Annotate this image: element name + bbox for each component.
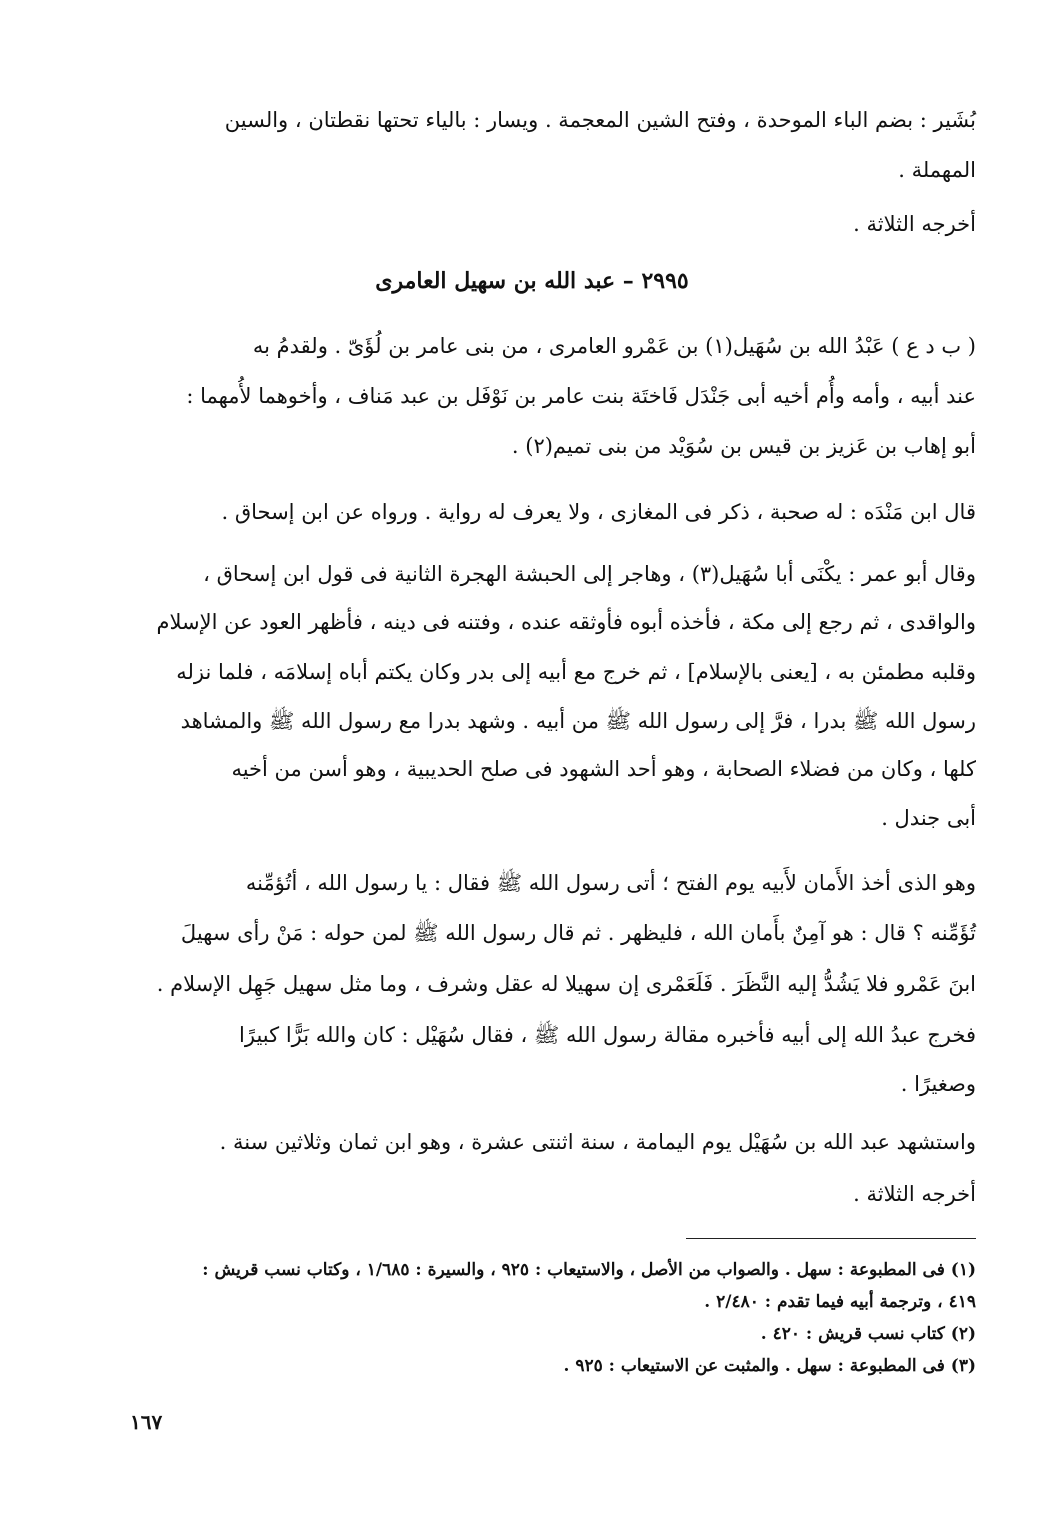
entry-heading: ٢٩٩٥ – عبد الله بن سهيل العامرى	[375, 268, 689, 294]
footnote-line: (٣) فى المطبوعة : سهل . والمثبت عن الاستيعاب : ٩٢٥ .	[563, 1356, 976, 1376]
text-line: وهو الذى أخذ الأَمان لأَبيه يوم الفتح ؛ أتى رسول الله ﷺ فقال : يا رسول الله ، أتُؤمِّنه	[245, 871, 976, 895]
text-line: وقلبه مطمئن به ، [يعنى بالإسلام] ، ثم خرج مع أبيه إلى بدر وكان يكتم أباه إسلامَه ، فلما نزله	[176, 660, 976, 684]
text-line: ( ب د ع ) عَبْدُ الله بن سُهَيل(١) بن عَمْرو العامرى ، من بنى عامر بن لُؤَىّ . ولقدمُ به	[252, 334, 976, 358]
text-line: أبو إهاب بن عَزيز بن قيس بن سُوَيْد من بنى تميم(٢) .	[511, 434, 976, 458]
text-line: كلها ، وكان من فضلاء الصحابة ، وهو أحد الشهود فى صلح الحديبية ، وهو أسن من أخيه	[231, 757, 976, 781]
text-line: قال ابن مَنْدَه : له صحبة ، ذكر فى المغازى ، ولا يعرف له رواية . ورواه عن ابن إسحاق .	[221, 500, 976, 524]
text-line: واستشهد عبد الله بن سُهَيْل يوم اليمامة ، سنة اثنتى عشرة ، وهو ابن ثمان وثلاثين سنة .	[219, 1130, 976, 1154]
footnote-line: (١) فى المطبوعة : سهل . والصواب من الأصل ، والاستيعاب : ٩٢٥ ، والسيرة : ١/٦٨٥ ، وكتاب نسب قريش :	[202, 1260, 976, 1280]
text-line: وقال أبو عمر : يكْنَى أبا سُهَيل(٣) ، وهاجر إلى الحبشة الهجرة الثانية فى قول ابن إسحاق ،	[203, 562, 976, 586]
footnote-line: ٤١٩ ، وترجمة أبيه فيما تقدم : ٢/٤٨٠ .	[704, 1292, 976, 1312]
text-line: بُشَير : بضم الباء الموحدة ، وفتح الشين المعجمة . ويسار : بالياء تحتها نقطتان ، والسين	[224, 108, 976, 132]
page-number: ١٦٧	[130, 1410, 163, 1434]
text-line: والواقدى ، ثم رجع إلى مكة ، فأخذه أبوه فأوثقه عنده ، وفتنه فى دينه ، فأظهر العود عن الإسلام	[156, 610, 976, 634]
text-line: أبى جندل .	[881, 806, 976, 830]
text-line: وصغيرًا .	[900, 1072, 976, 1096]
text-line: فخرج عبدُ الله إلى أبيه فأخبره مقالة رسول الله ﷺ ، فقال سُهَيْل : كان والله بَرًّا كبيرًا	[239, 1023, 976, 1047]
text-line: عند أبيه ، وأمه وأُم أخيه أبى جَنْدَل فَاختَة بنت عامر بن نَوْفَل بن عبد مَناف ، وأخوهما لأُمهما :	[186, 384, 976, 408]
text-line: ابنَ عَمْرو فلا يَشُدُّ إليه النَّظَرَ . فَلَعَمْرى إن سهيلا له عقل وشرف ، وما مثل سهيل جَهِل الإسلام .	[156, 972, 976, 996]
text-line: رسول الله ﷺ بدرا ، فرَّ إلى رسول الله ﷺ من أبيه . وشهد بدرا مع رسول الله ﷺ والمشاهد	[180, 709, 976, 733]
akhraja-line: أخرجه الثلاثة .	[853, 212, 976, 236]
footnote-divider	[686, 1238, 976, 1239]
footnote-line: (٢) كتاب نسب قريش : ٤٢٠ .	[760, 1324, 976, 1344]
text-line: المهملة .	[898, 158, 976, 182]
akhraja-line: أخرجه الثلاثة .	[853, 1182, 976, 1206]
text-line: تُؤَمِّنه ؟ قال : هو آمِنٌ بأَمان الله ، فليظهر . ثم قال رسول الله ﷺ لمن حوله : مَنْ رأى سهيلَ	[180, 921, 976, 945]
